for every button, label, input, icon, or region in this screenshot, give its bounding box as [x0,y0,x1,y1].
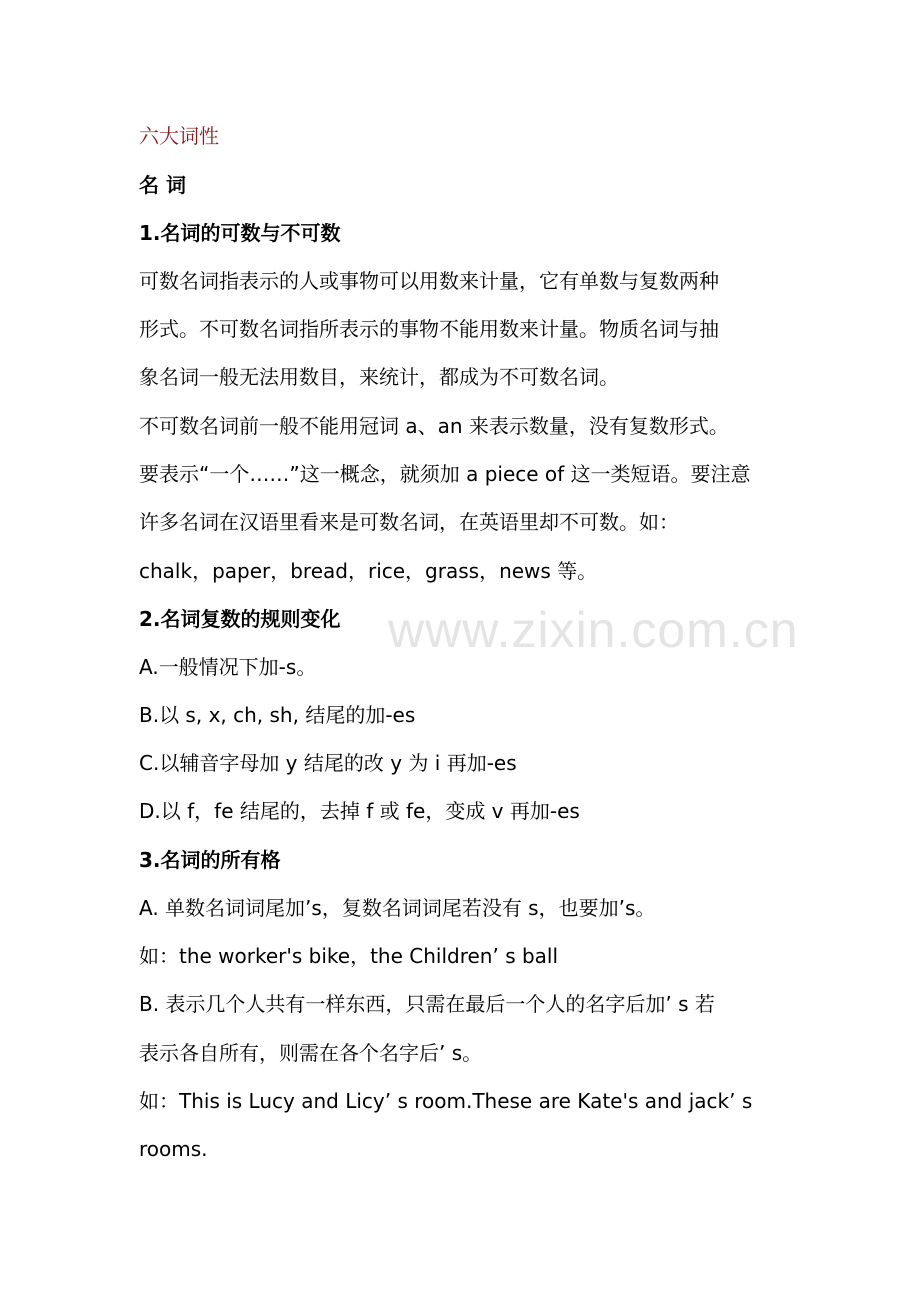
subheading-possessive: 3.名词的所有格 [139,848,281,872]
rule-item: B. 表示几个人共有一样东西，只需在最后一个人的名字后加’ s 若 [139,992,715,1016]
paragraph-line: 形式。不可数名词指所表示的事物不能用数来计量。物质名词与抽 [139,317,719,341]
document-title: 六大词性 [139,124,219,148]
paragraph-line: chalk，paper，bread，rice，grass，news 等。 [139,559,598,583]
subheading-plural: 2.名词复数的规则变化 [139,607,341,631]
paragraph-line: 可数名词指表示的人或事物可以用数来计量，它有单数与复数两种 [139,269,719,293]
paragraph-line: rooms. [139,1137,208,1161]
paragraph-line: 许多名词在汉语里看来是可数名词，在英语里却不可数。如： [139,510,679,534]
paragraph-line: 不可数名词前一般不能用冠词 a、an 来表示数量，没有复数形式。 [139,414,729,438]
subheading-countable: 1.名词的可数与不可数 [139,221,341,245]
rule-item: A. 单数名词词尾加’s，复数名词词尾若没有 s，也要加’s。 [139,896,656,920]
paragraph-line: 象名词一般无法用数目，来统计，都成为不可数名词。 [139,365,619,389]
example-line: 如：the worker's bike，the Children’ s ball [139,944,559,968]
paragraph-line: 要表示“一个……”这一概念，就须加 a piece of 这一类短语。要注意 [139,462,751,486]
rule-item: B.以 s, x, ch, sh, 结尾的加-es [139,703,416,727]
watermark: www.zixin.com.cn [388,602,799,658]
paragraph-line: 表示各自所有，则需在各个名字后’ s。 [139,1041,483,1065]
section-heading: 名 词 [139,173,186,197]
rule-item: C.以辅音字母加 y 结尾的改 y 为 i 再加-es [139,751,517,775]
rule-item: A.一般情况下加-s。 [139,655,317,679]
example-line: 如：This is Lucy and Licy’ s room.These are Kate's and jack’ s [139,1089,753,1113]
rule-item: D.以 f，fe 结尾的，去掉 f 或 fe，变成 v 再加-es [139,799,580,823]
